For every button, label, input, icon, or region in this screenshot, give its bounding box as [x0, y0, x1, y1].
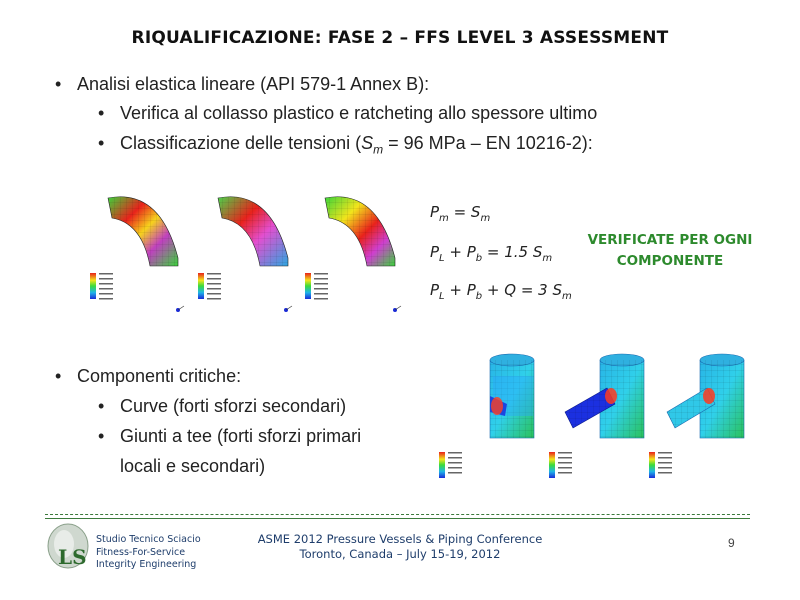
bullet-dot-icon: • [98, 426, 105, 446]
studio-logo [44, 522, 96, 577]
formula-sub: b [475, 291, 483, 302]
verification-line: VERIFICATE PER OGNI [587, 232, 753, 248]
bullet-linear-elastic [55, 74, 429, 95]
bullet-text-post: = 96 MPa – EN 10216-2): [383, 133, 593, 153]
formula-pl-pb [430, 243, 552, 264]
formula-term: P [466, 243, 476, 261]
conference-footer [200, 532, 600, 562]
formula-term: S [470, 203, 481, 221]
subbullet-plastic-collapse [98, 103, 597, 124]
formula-pm [430, 203, 490, 224]
formula-sub: m [562, 291, 572, 302]
fea-elbow-contour-1-icon [90, 178, 190, 318]
sm-sub: m [373, 142, 384, 157]
logo-letters: LS [58, 545, 87, 569]
conference-location: Toronto, Canada – July 15-19, 2012 [299, 547, 501, 561]
formula-term: S [552, 281, 562, 299]
formula-eq: = [448, 203, 471, 221]
bullet-critical-components [55, 366, 241, 387]
formula-op: + [444, 243, 467, 261]
page-number: 9 [728, 536, 735, 550]
fea-tee-contour-1-icon [435, 352, 545, 492]
bullet-text: Verifica al collasso plastico e ratcheting allo spessore ultimo [120, 103, 598, 123]
subbullet-tee-joints [98, 426, 361, 447]
formula-eq: = 1.5 [482, 243, 533, 261]
formula-term: P [430, 281, 440, 299]
formula-sub: b [475, 253, 483, 264]
fea-elbow-figure-1 [90, 178, 190, 323]
fea-tee-figure-1 [435, 352, 545, 497]
formula-sub: L [439, 291, 445, 302]
bullet-text: Componenti critiche: [77, 366, 242, 386]
fea-elbow-contour-3-icon [305, 178, 405, 318]
bullet-dot-icon: • [98, 133, 105, 153]
formula-term: P [430, 243, 440, 261]
verification-note [565, 230, 775, 272]
formula-sub: L [439, 253, 445, 264]
formula-sub: m [480, 213, 491, 224]
logo-line: Integrity Engineering [96, 559, 197, 570]
footer-dashed-rule [45, 514, 750, 515]
formula-eq: + Q = 3 [482, 281, 553, 299]
bullet-text-pre: Classificazione delle tensioni ( [120, 133, 362, 153]
fea-elbow-figure-3 [305, 178, 405, 323]
bullet-text: Analisi elastica lineare (API 579-1 Annex B): [77, 74, 430, 94]
formula-term: S [532, 243, 543, 261]
formula-op: + [444, 281, 467, 299]
studio-logo-text [96, 534, 201, 572]
formula-term: P [430, 203, 440, 221]
formula-pl-pb-q [430, 281, 572, 302]
subbullet-stress-classification [98, 133, 593, 157]
subbullet-curves [98, 396, 346, 417]
slide-title: RIQUALIFICAZIONE: FASE 2 – FFS LEVEL 3 ASSESSMENT [131, 28, 669, 48]
fea-elbow-figure-2 [198, 178, 298, 323]
formula-sub: m [439, 213, 449, 224]
verification-line: COMPONENTE [616, 253, 724, 269]
sm-var: S [361, 133, 374, 153]
studio-logo-icon [44, 522, 96, 572]
logo-line: Fitness-For-Service [96, 546, 186, 558]
conference-name: ASME 2012 Pressure Vessels & Piping Conference [257, 532, 543, 546]
bullet-dot-icon: • [98, 103, 105, 123]
fea-tee-contour-3-icon [645, 352, 755, 492]
fea-elbow-contour-2-icon [198, 178, 298, 318]
bullet-dot-icon: • [55, 366, 62, 386]
formula-sub: m [542, 253, 553, 264]
bullet-text: Curve (forti sforzi secondari) [120, 396, 347, 416]
subbullet-tee-joints-cont: locali e secondari) [120, 456, 266, 476]
fea-tee-figure-2 [545, 352, 655, 497]
fea-tee-figure-3 [645, 352, 755, 497]
logo-line: Studio Tecnico Sciacio [96, 534, 201, 545]
formula-term: P [466, 281, 476, 299]
bullet-dot-icon: • [55, 74, 62, 94]
bullet-text: Giunti a tee (forti sforzi primari [120, 426, 362, 446]
fea-tee-contour-2-icon [545, 352, 655, 492]
bullet-dot-icon: • [98, 396, 105, 416]
footer-solid-rule [45, 518, 750, 519]
